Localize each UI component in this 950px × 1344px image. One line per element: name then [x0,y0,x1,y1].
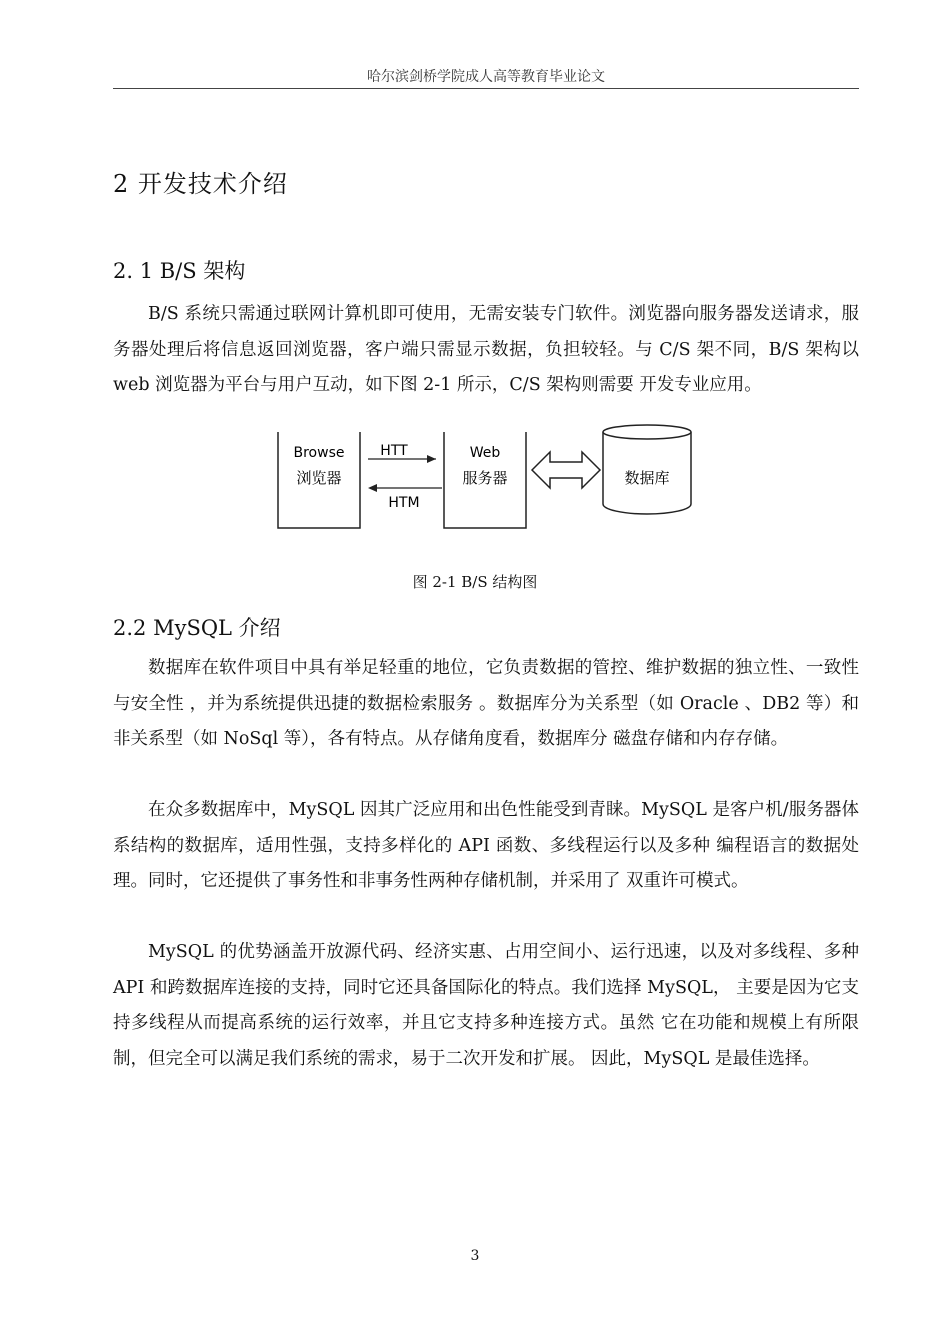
header-rule [113,88,859,89]
figure-caption: 图 2-1 B/S 结构图 [412,573,538,591]
arrow-top-label: HTT [380,443,408,459]
response-arrowhead [368,484,377,492]
double-arrow [532,452,600,488]
paragraph-mysql-1: 数据库在软件项目中具有举足轻重的地位，它负责数据的管控、维护数据的独立性、一致性与安全性 ，并为系统提供迅捷的数据检索服务 。数据库分为关系型（如 Oracle 、DB2 等）和非关系型（如 NoSql 等），各有特点。从存储角度看，数据库分 磁盘存储和内存存储。 [113,658,859,749]
page-number: 3 [470,1248,480,1264]
request-arrowhead [427,455,436,463]
running-header: 哈尔滨剑桥学院成人高等教育毕业论文 [367,69,605,85]
paragraph-mysql-3: MySQL 的优势涵盖开放源代码、经济实惠、占用空间小、运行迅速，以及对多线程、多种 API 和跨数据库连接的支持，同时它还具备国际化的特点。我们选择 MySQL， 主要是因为它支持多线程从而提高系统的运行效率，并且它支持多种连接方式。虽然 它在功能和规模上有所限制，但完全可以满足我们系统的需求，易于二次开发和扩展。 因此，MySQL 是最佳选择。 [113,942,859,1069]
section-title-bs: 2. 1 B/S 架构 [113,259,246,283]
arrow-bottom-label: HTM [388,495,420,511]
chapter-title: 2 开发技术介绍 [113,170,288,198]
database-label: 数据库 [624,469,670,487]
browser-label-cn: 浏览器 [296,469,342,487]
browser-label-en: Browse [293,445,345,461]
bs-structure-figure [276,424,696,534]
paragraph-bs: B/S 系统只需通过联网计算机即可使用，无需安装专门软件。浏览器向服务器发送请求，服务器处理后将信息返回浏览器，客户端只需显示数据，负担较轻。与 C/S 架不同，B/S 架构以 web 浏览器为平台与用户互动，如下图 2-1 所示，C/S 架构则需要 开发专业应用。 [113,304,859,395]
section-title-mysql: 2.2 MySQL 介绍 [113,616,281,640]
server-label-cn: 服务器 [462,469,508,487]
paragraph-mysql-2: 在众多数据库中，MySQL 因其广泛应用和出色性能受到青睐。MySQL 是客户机/服务器体系结构的数据库，适用性强，支持多样化的 API 函数、多线程运行以及多种 编程语言的数据处理。同时，它还提供了事务性和非事务性两种存储机制，并采用了 双重许可模式。 [113,800,859,891]
database-top [603,425,691,439]
server-label-en: Web [469,445,501,461]
